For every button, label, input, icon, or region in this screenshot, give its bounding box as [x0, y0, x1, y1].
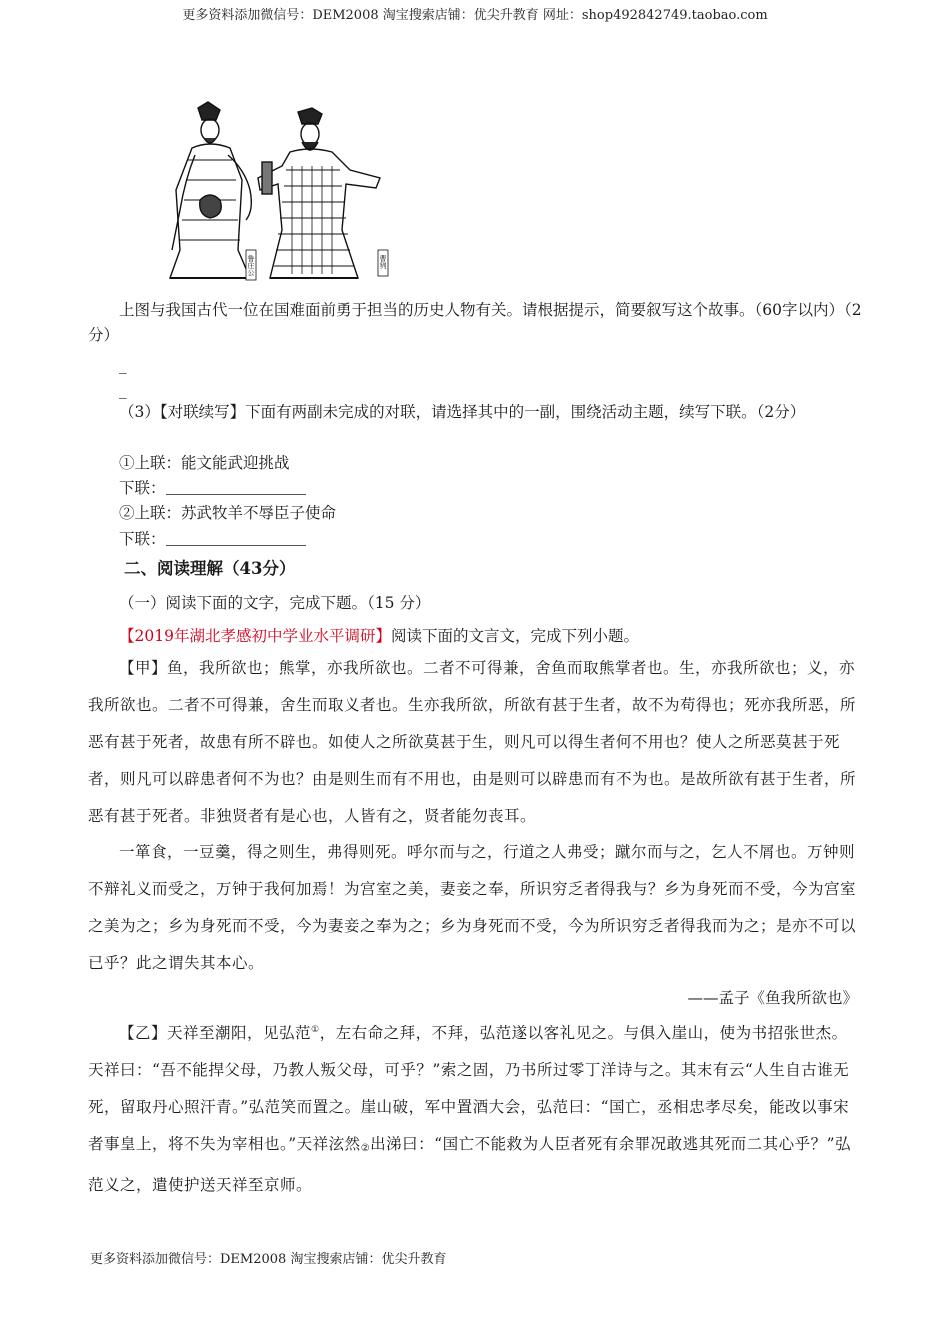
lower-label: 下联：: [119, 479, 166, 497]
lower-label: 下联：: [119, 530, 166, 548]
historical-figures-illustration: [150, 100, 420, 285]
text-jia-para1: 【甲】鱼，我所欲也；熊掌，亦我所欲也。二者不可得兼，舍鱼而取熊掌者也。生，亦我所欲也；义，亦我所欲也。二者不可得兼，舍生而取义者也。生亦我所欲，所欲有甚于生者，故不为苟得也；死亦我所恶，所恶有甚于死者，故患有所不辟也。如使人之所欲莫甚于生，则凡可以得生者何不用也？使人之所恶莫甚于死者，则凡可以辟患者何不为也？由是则生而有不用也，由是则可以辟患而有不为也。是故所欲有甚于生者，所恶有甚于死者。非独贤者有是心也，人皆有之，贤者能勿丧耳。: [88, 659, 857, 825]
text-yi: [88, 1012, 863, 1204]
page-footer: 更多资料添加微信号：DEM2008 淘宝搜索店铺：优尖升教育: [90, 1252, 447, 1267]
answer-line-1: _: [119, 356, 127, 374]
footnote-marker-2: ②: [360, 1143, 371, 1155]
couplet-option-2-lower: [119, 527, 306, 549]
page-header: 更多资料添加微信号：DEM2008 淘宝搜索店铺：优尖升教育 网址：shop492842749.taobao.com: [182, 8, 768, 23]
source-instruction: 阅读下面的文言文，完成下列小题。: [390, 627, 639, 645]
question3-prompt: （3）【对联续写】下面有两副未完成的对联，请选择其中的一副，围绕活动主题，续写下联。（2分）: [119, 403, 806, 421]
figure-left: [170, 102, 251, 278]
couplet-option-1-upper: ①上联：能文能武迎挑战: [119, 454, 290, 472]
text-yi-part1: 【乙】天祥至潮阳，见弘范: [119, 1024, 312, 1043]
footnote-marker-1: ①: [311, 1025, 320, 1035]
figure-left-label: 鲁庄公: [247, 255, 255, 276]
figure-right-label: 曹刿: [379, 255, 387, 269]
question2-prompt: 上图与我国古代一位在国难面前勇于担当的历史人物有关。请根据提示，简要叙写这个故事。（60字以内）（2分）: [88, 301, 862, 344]
answer-blank[interactable]: [166, 480, 306, 495]
text-yi-part3: 出涕曰：“国亡不能救为人臣者死有余罪况敢逃其死而二其心乎？”弘范义之，遣使护送天祥至京师。: [88, 1135, 852, 1195]
text-jia-para2: 一箪食，一豆羹，得之则生，弗得则死。呼尔而与之，行道之人弗受；蹴尔而与之，乞人不屑也。万钟则不辩礼义而受之，万钟于我何加焉！为宫室之美，妻妾之奉，所识穷乏者得我与？乡为身死而不受，今为宫室之美为之；乡为身死而不受，今为妻妾之奉为之；乡为身死而不受，今为所识穷乏者得我而为之；是亦不可以已乎？此之谓失其本心。: [88, 843, 857, 972]
section-title: 二、阅读理解（43分）: [124, 559, 296, 578]
answer-blank[interactable]: [166, 531, 306, 546]
source-tag: 【2019年湖北孝感初中学业水平调研】: [119, 627, 391, 645]
part1-intro: （一）阅读下面的文字，完成下题。（15 分）: [119, 594, 431, 612]
couplet-option-2-upper: ②上联：苏武牧羊不辱臣子使命: [119, 504, 337, 522]
answer-line-2: _: [119, 381, 127, 399]
text-jia-attribution: ——孟子《鱼我所欲也》: [687, 989, 858, 1007]
couplet-option-1-lower: [119, 476, 306, 498]
source-line: [119, 624, 639, 646]
text-yi-part2: ，左右命之拜，不拜，弘范遂以客礼见之。与俱入崖山，使为书招张世杰。天祥曰：“吾不能捍父母，乃教人叛父母，可乎？”索之固，乃书所过零丁洋诗与之。其末有云“人生自古谁无死，留取丹心照汗青。”弘范笑而置之。崖山破，军中置酒大会，弘范曰：“国亡，丞相忠孝尽矣，能改以事宋者事皇上，将不失为宰相也。”天祥泫然: [88, 1024, 850, 1154]
figure-right: [258, 108, 380, 278]
